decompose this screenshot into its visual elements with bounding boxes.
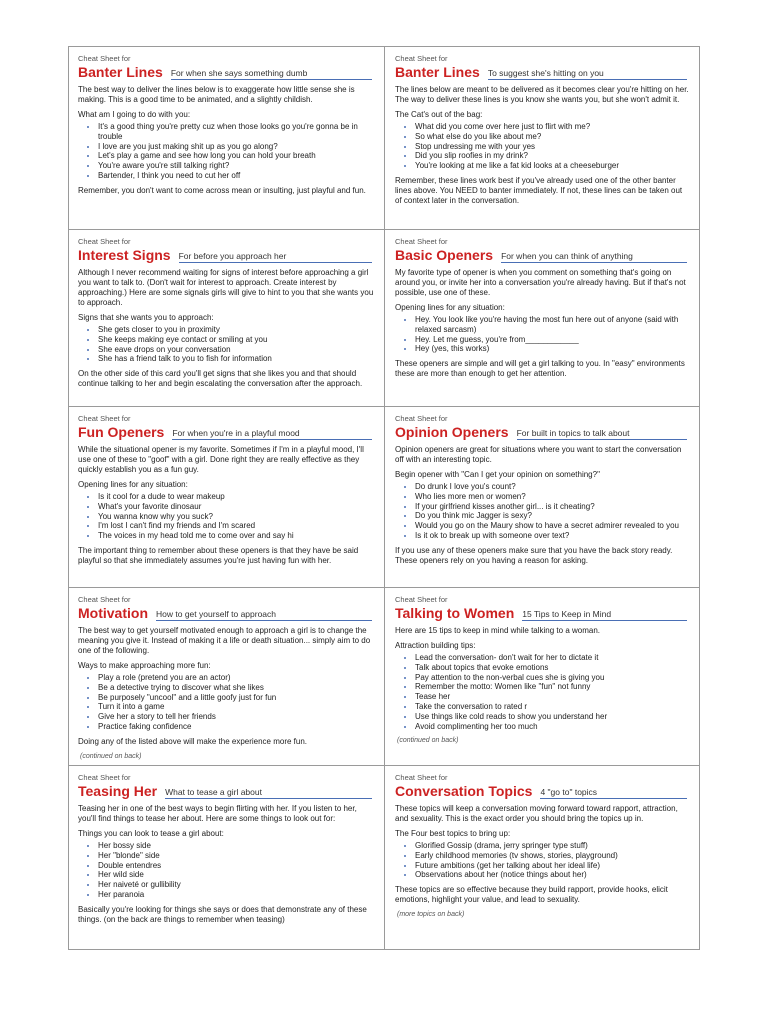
list-item: • Give her a story to tell her friends xyxy=(98,712,376,722)
card-header xyxy=(395,424,691,440)
list-item: • She eave drops on your conversation xyxy=(98,345,376,355)
card-title: Conversation Topics xyxy=(395,783,533,799)
list-item: • I'm lost I can't find my friends and I'm scared xyxy=(98,521,376,531)
card-kicker: Cheat Sheet for xyxy=(395,237,448,246)
continued-note: (continued on back) xyxy=(397,737,459,745)
continued-note: (more topics on back) xyxy=(397,911,465,919)
card-subtitle: 15 Tips to Keep in Mind xyxy=(522,609,687,621)
list-item: • Her naiveté or gullibility xyxy=(98,880,376,890)
card-header xyxy=(78,64,376,80)
card-outro: These openers are simple and will get a girl talking to you. In "easy" environments these are more than enough to get her attention. xyxy=(395,359,685,379)
list-item: • If your girlfriend kisses another girl... is it cheating? xyxy=(415,502,691,512)
card-subtitle: To suggest she's hitting on you xyxy=(488,68,687,80)
list-item: • Observations about her (notice things about her) xyxy=(415,870,691,880)
card-header xyxy=(395,247,691,263)
list-item: • Did you slip roofies in my drink? xyxy=(415,151,691,161)
list-item: • What's your favorite dinosaur xyxy=(98,502,376,512)
card-outro: Remember, these lines work best if you've already used one of the other banter lines above. You NEED to banter immediately. If not, these lines can be taken out of context later in the conversation. xyxy=(395,175,683,205)
cheat-card xyxy=(385,230,699,407)
list-label: Opening lines for any situation: xyxy=(78,480,188,489)
list-item: • Avoid complimenting her too much xyxy=(415,722,691,732)
card-kicker: Cheat Sheet for xyxy=(395,414,448,423)
card-outro: If you use any of these openers make sure that you have the back story ready. These openers rely on you having a reason for asking. xyxy=(395,545,673,565)
cheat-sheet-page xyxy=(68,46,700,950)
bullet-list xyxy=(395,315,691,354)
card-header xyxy=(395,783,691,799)
list-item: • Practice faking confidence xyxy=(98,722,376,732)
list-item: • She keeps making eye contact or smiling at you xyxy=(98,335,376,345)
cheat-card xyxy=(69,230,385,407)
cheat-card xyxy=(69,766,385,949)
card-intro: Although I never recommend waiting for signs of interest before approaching a girl you want to talk to. (Don't wait for interest to approach. Create interest by approaching.) Here are some signals girls will give to hint to you that she wants you to approach. xyxy=(78,268,374,307)
list-item: • Do you think mic Jagger is sexy? xyxy=(415,511,691,521)
card-title: Interest Signs xyxy=(78,247,171,263)
list-label: Signs that she wants you to approach: xyxy=(78,313,214,322)
list-item: • Bartender, I think you need to cut her off xyxy=(98,171,376,181)
cheat-card xyxy=(385,766,699,949)
bullet-list xyxy=(395,122,691,171)
list-item: • Early childhood memories (tv shows, stories, playground) xyxy=(415,851,691,861)
bullet-list xyxy=(78,492,376,541)
card-header xyxy=(78,605,376,621)
list-item: • Is it ok to break up with someone over text? xyxy=(415,531,691,541)
card-title: Banter Lines xyxy=(395,64,480,80)
list-item: • Stop undressing me with your yes xyxy=(415,142,691,152)
list-item: • Hey. You look like you're having the most fun here out of anyone (said with relaxed sarcasm) xyxy=(415,315,691,335)
card-intro: The lines below are meant to be delivered as it becomes clear you're hitting on her. The way to deliver these lines is you know she wants you, but she won't admit it. xyxy=(395,85,689,104)
card-subtitle: How to get yourself to approach xyxy=(156,609,372,621)
card-subtitle: 4 "go to" topics xyxy=(540,787,687,799)
list-item: • You're looking at me like a fat kid looks at a cheeseburger xyxy=(415,161,691,171)
card-title: Basic Openers xyxy=(395,247,494,263)
list-item: • I love are you just making shit up as you go along? xyxy=(98,142,376,152)
bullet-list xyxy=(78,325,376,364)
list-label: Opening lines for any situation: xyxy=(395,303,505,312)
card-outro: Remember, you don't want to come across mean or insulting, just playful and fun. xyxy=(78,185,366,195)
bullet-list xyxy=(78,841,376,900)
list-item: • Use things like cold reads to show you understand her xyxy=(415,712,691,722)
list-item: • Future ambitions (get her talking about her ideal life) xyxy=(415,861,691,871)
list-item: • You wanna know why you suck? xyxy=(98,512,376,522)
list-item: • Is it cool for a dude to wear makeup xyxy=(98,492,376,502)
list-item: • Who lies more men or women? xyxy=(415,492,691,502)
list-label: What am I going to do with you: xyxy=(78,110,191,119)
list-item: • Pay attention to the non-verbal cues she is giving you xyxy=(415,673,691,683)
bullet-list xyxy=(395,841,691,880)
cheat-card xyxy=(69,588,385,766)
cheat-card xyxy=(385,407,699,588)
card-header xyxy=(78,424,376,440)
list-item: • Lead the conversation- don't wait for her to dictate it xyxy=(415,653,691,663)
bullet-list xyxy=(78,122,376,181)
card-outro: The important thing to remember about these openers is that they have be said playful so that she immediately assumes you're just having fun with her. xyxy=(78,545,359,565)
card-subtitle: What to tease a girl about xyxy=(165,787,372,799)
card-kicker: Cheat Sheet for xyxy=(78,237,131,246)
list-item: • Play a role (pretend you are an actor) xyxy=(98,673,376,683)
list-item: • Hey (yes, this works) xyxy=(415,344,691,354)
list-item: • Glorified Gossip (drama, jerry springer type stuff) xyxy=(415,841,691,851)
card-title: Fun Openers xyxy=(78,424,165,440)
cheat-card xyxy=(69,47,385,230)
card-header xyxy=(395,605,691,621)
list-item: • Double entendres xyxy=(98,861,376,871)
list-label: Things you can look to tease a girl about: xyxy=(78,829,224,838)
list-item: • She has a friend talk to you to fish for information xyxy=(98,354,376,364)
card-subtitle: For when you're in a playful mood xyxy=(172,428,372,440)
bullet-list xyxy=(395,482,691,541)
card-outro: These topics are so effective because they build rapport, provide hooks, elicit emotions, highlight your value, and lead to sexuality. xyxy=(395,885,668,905)
list-label: The Cat's out of the bag: xyxy=(395,110,483,119)
list-label: Begin opener with "Can I get your opinion on something?" xyxy=(395,470,600,479)
card-subtitle: For before you approach her xyxy=(179,251,372,263)
list-item: • Talk about topics that evoke emotions xyxy=(415,663,691,673)
list-item: • It's a good thing you're pretty cuz when those looks go you're gonna be in trouble xyxy=(98,122,376,142)
card-subtitle: For when she says something dumb xyxy=(171,68,372,80)
card-outro: On the other side of this card you'll get signs that she likes you and that should continue talking to her and begin escalating the conversation after the approach. xyxy=(78,369,363,389)
card-kicker: Cheat Sheet for xyxy=(78,54,131,63)
card-kicker: Cheat Sheet for xyxy=(78,773,131,782)
list-label: The Four best topics to bring up: xyxy=(395,829,511,838)
card-intro: These topics will keep a conversation moving forward toward rapport, attraction, and sexuality. This is the exact order you should bring the topics up in. xyxy=(395,804,678,823)
card-intro: Here are 15 tips to keep in mind while talking to a woman. xyxy=(395,626,600,635)
list-item: • She gets closer to you in proximity xyxy=(98,325,376,335)
card-intro: The best way to deliver the lines below is to exaggerate how little sense she is making. This is a good time to be animated, and a slightly childish. xyxy=(78,85,355,104)
cheat-card xyxy=(385,47,699,230)
list-item: • You're aware you're still talking right? xyxy=(98,161,376,171)
list-item: • Her wild side xyxy=(98,870,376,880)
list-item: • Take the conversation to rated r xyxy=(415,702,691,712)
card-title: Motivation xyxy=(78,605,148,621)
card-intro: The best way to get yourself motivated enough to approach a girl is to change the meaning you give it. Instead of making it a life or death situation... simply aim to do one of the following. xyxy=(78,626,371,655)
card-kicker: Cheat Sheet for xyxy=(395,595,448,604)
cheat-card xyxy=(385,588,699,766)
list-item: • Turn it into a game xyxy=(98,702,376,712)
card-header xyxy=(395,64,691,80)
card-title: Banter Lines xyxy=(78,64,163,80)
card-intro: Opinion openers are great for situations where you want to start the conversation off with an interesting topic. xyxy=(395,445,682,464)
card-intro: Teasing her in one of the best ways to begin flirting with her. If you listen to her, you'll find things to tease her about. Here are some things to look out for: xyxy=(78,804,357,823)
card-kicker: Cheat Sheet for xyxy=(78,414,131,423)
list-item: • Her "blonde" side xyxy=(98,851,376,861)
list-item: • Do drunk I love you's count? xyxy=(415,482,691,492)
card-outro: Basically you're looking for things she says or does that demonstrate any of these things. (on the back are things to remember when teasing) xyxy=(78,904,367,924)
card-title: Teasing Her xyxy=(78,783,158,799)
cheat-card xyxy=(69,407,385,588)
list-item: • Be purposely "uncool" and a little goofy just for fun xyxy=(98,693,376,703)
list-item: • Her paranoia xyxy=(98,890,376,900)
list-item: • The voices in my head told me to come over and say hi xyxy=(98,531,376,541)
list-label: Attraction building tips: xyxy=(395,641,476,650)
card-kicker: Cheat Sheet for xyxy=(395,54,448,63)
card-kicker: Cheat Sheet for xyxy=(395,773,448,782)
list-item: • Be a detective trying to discover what she likes xyxy=(98,683,376,693)
list-item: • What did you come over here just to flirt with me? xyxy=(415,122,691,132)
card-header xyxy=(78,783,376,799)
list-item: • So what else do you like about me? xyxy=(415,132,691,142)
card-title: Talking to Women xyxy=(395,605,515,621)
list-item: • Would you go on the Maury show to have a secret admirer revealed to you xyxy=(415,521,691,531)
bullet-list xyxy=(395,653,691,731)
card-title: Opinion Openers xyxy=(395,424,509,440)
card-subtitle: For built in topics to talk about xyxy=(517,428,687,440)
card-intro: My favorite type of opener is when you comment on something that's going on around you, or invite her into a conversation you're already having. But if that's not possible, use one of these. xyxy=(395,268,686,297)
list-item: • Remember the motto: Women like "fun" not funny xyxy=(415,682,691,692)
bullet-list xyxy=(78,673,376,732)
card-subtitle: For when you can think of anything xyxy=(501,251,687,263)
list-item: • Hey. Let me guess, you're from____________ xyxy=(415,335,691,345)
list-label: Ways to make approaching more fun: xyxy=(78,661,211,670)
continued-note: (continued on back) xyxy=(80,752,142,760)
card-kicker: Cheat Sheet for xyxy=(78,595,131,604)
list-item: • Let's play a game and see how long you can hold your breath xyxy=(98,151,376,161)
list-item: • Her bossy side xyxy=(98,841,376,851)
list-item: • Tease her xyxy=(415,692,691,702)
card-header xyxy=(78,247,376,263)
card-outro: Doing any of the listed above will make the experience more fun. xyxy=(78,736,308,746)
card-intro: While the situational opener is my favorite. Sometimes if I'm in a playful mood, I'll use one of these to "goof" with a girl. Done right they are really effective as they quickly establish you as a fun guy. xyxy=(78,445,364,474)
